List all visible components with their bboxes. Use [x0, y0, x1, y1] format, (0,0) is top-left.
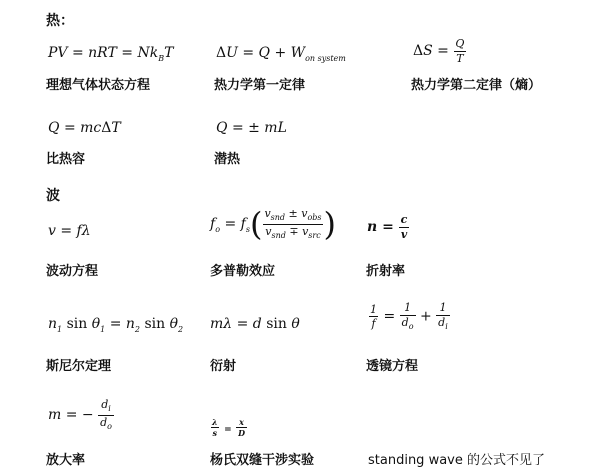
label-specific-heat: 比热容 — [46, 152, 86, 167]
label-diffraction: 衍射 — [210, 359, 237, 374]
formula-wave-equation: v = fλ — [48, 223, 91, 239]
label-first-law: 热力学第一定律 — [214, 78, 306, 93]
label-doppler: 多普勒效应 — [210, 264, 276, 279]
section-title-wave: 波 — [46, 188, 60, 204]
formula-ideal-gas: PV = nRT = $Nk_BT$ — [48, 45, 174, 63]
section-title-heat: 热： — [46, 13, 74, 29]
label-magnification: 放大率 — [46, 453, 86, 468]
label-second-law: 热力学第二定律（熵） — [411, 78, 542, 93]
formula-magnification: m = − $\frac{d_i}{d_o}$ — [48, 398, 112, 431]
formula-diffraction: mλ = d sin θ — [210, 316, 300, 332]
label-refraction-index: 折射率 — [366, 264, 406, 279]
label-latent-heat: 潜热 — [214, 152, 241, 167]
formula-lens: $\frac{1}{f}$ = $\frac{1}{d_o}$ + $\frac{1}{d_i}$ — [370, 301, 448, 331]
formula-young: $\frac{\lambda}{s}$ = $\frac{x}{D}$ — [212, 417, 245, 439]
formula-doppler: $f_o = f_s$( $\frac{v_{snd} \pm v_{obs}}{v_{snd} \mp v_{src}}$ ) — [210, 205, 337, 244]
formula-second-law: ΔS = $\frac{Q}{T}$ — [413, 37, 465, 65]
label-wave-equation: 波动方程 — [46, 264, 99, 279]
label-ideal-gas: 理想气体状态方程 — [46, 78, 151, 93]
label-snell: 斯尼尔定理 — [46, 359, 112, 374]
formula-refraction-index: n = $\frac{c}{v}$ — [367, 213, 408, 241]
label-standing-wave: standing wave 的公式不见了 — [368, 453, 545, 468]
label-young: 杨氏双缝干涉实验 — [210, 453, 315, 468]
formula-specific-heat: Q = mcΔT — [48, 120, 121, 136]
formula-snell: $n_1$ $\sin \theta_1 = n_2$ $\sin \theta_2$ — [48, 316, 184, 334]
label-lens: 透镜方程 — [366, 359, 419, 374]
formula-first-law: $\Delta U = Q + W_{on system}$ — [216, 45, 346, 63]
formula-latent-heat: Q = ± mL — [216, 120, 287, 136]
